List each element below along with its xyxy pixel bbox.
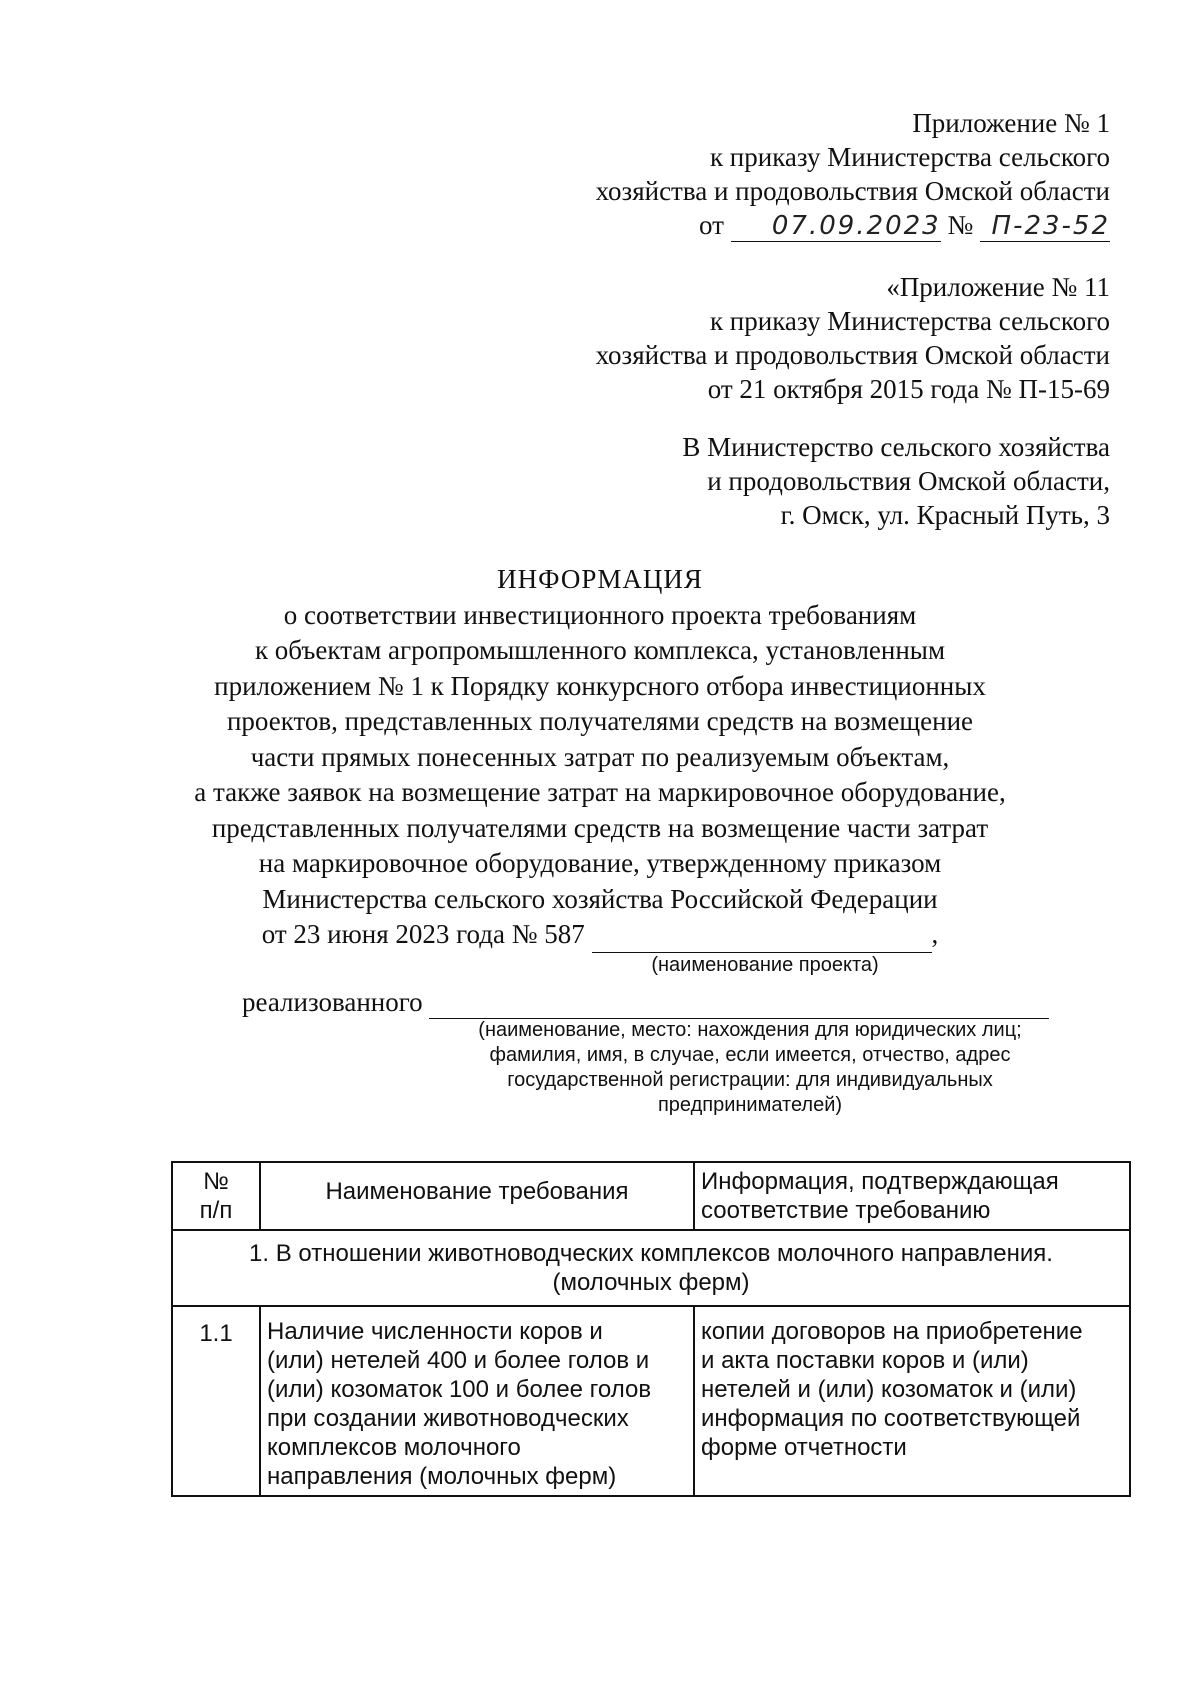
requirements-table [171, 1161, 1131, 1497]
heading-line: к объектам агропромышленного комплекса, установленным [254, 635, 946, 665]
heading-line: части прямых понесенных затрат по реализуемым объектам, [250, 741, 950, 772]
addressee-block [682, 430, 1110, 532]
comma: , [931, 919, 939, 949]
header-requirement-name: Наименование требования [260, 1162, 694, 1230]
appendix-11-title: «Приложение № 11 [886, 272, 1110, 302]
appendix-1-header [596, 106, 1110, 242]
appendix-1-order-line: к приказу Министерства сельского [709, 142, 1110, 172]
caption-line: фамилия, имя, в случае, если имеется, отчество, адрес [489, 1044, 1011, 1066]
heading-line: Министерства сельского хозяйства Российской Федерации [262, 883, 938, 914]
realizer-caption [440, 1018, 1060, 1118]
confirming-info: копии договоров на приобретение и акта поставки коров и (или) нетелей и (или) козоматок и (или) информация по соответствующей форме отчетности [694, 1306, 1130, 1496]
section-1-line-2: (молочных ферм) [552, 1269, 750, 1296]
table-header-row [172, 1162, 1130, 1230]
handwritten-number: П-23-52 [991, 211, 1110, 241]
heading-line: а также заявок на возмещение затрат на маркировочное оборудование, [194, 777, 1006, 807]
appendix-1-ministry-line: хозяйства и продовольствия Омской области [595, 176, 1110, 206]
realized-label: реализованного [242, 987, 423, 1017]
addressee-line-1: В Министерство сельского хозяйства [682, 432, 1110, 462]
document-title: ИНФОРМАЦИЯ [497, 564, 703, 594]
requirement-name: Наличие численности коров и (или) нетелей 400 и более голов и (или) козоматок 100 и более голов при создании животноводческих комплексов молочного направления (молочных ферм) [260, 1306, 694, 1496]
heading-line: на маркировочное оборудование, утвержденному приказом [258, 848, 942, 878]
project-name-caption: (наименование проекта) [651, 953, 879, 976]
handwritten-date: 07.09.2023 [771, 211, 941, 241]
heading-last-line [100, 917, 1100, 953]
section-1-heading [172, 1230, 1130, 1306]
caption-line: предпринимателей) [657, 1094, 843, 1116]
appendix-11-order-line: к приказу Министерства сельского [709, 306, 1110, 336]
header-num: № п/п [172, 1162, 260, 1230]
date-field [731, 210, 941, 242]
appendix-11-header [596, 270, 1110, 406]
heading-line: о соответствии инвестиционного проекта требованиям [283, 599, 917, 630]
appendix-1-date-line [596, 208, 1110, 242]
row-number: 1.1 [172, 1306, 260, 1496]
number-field [980, 210, 1110, 242]
from-label: от [699, 210, 724, 240]
addressee-address: г. Омск, ул. Красный Путь, 3 [780, 500, 1110, 530]
realized-row [242, 985, 1049, 1019]
order-reference: от 23 июня 2023 года № 587 [261, 919, 585, 949]
heading-line: приложением № 1 к Порядку конкурсного отбора инвестиционных [214, 670, 986, 701]
caption-line: (наименование, место: нахождения для юридических лиц; [478, 1019, 1022, 1041]
appendix-11-date-line: от 21 октября 2015 года № П-15-69 [707, 374, 1110, 404]
table-row [172, 1306, 1130, 1496]
caption-line: государственной регистрации: для индивидуальных [507, 1069, 993, 1091]
header-confirming-info: Информация, подтверждающая соответствие требованию [694, 1162, 1130, 1230]
appendix-11-ministry-line: хозяйства и продовольствия Омской области [595, 340, 1110, 370]
document-heading [100, 562, 1100, 978]
section-1-line-1: 1. В отношении животноводческих комплексов молочного направления. [249, 1240, 1053, 1267]
table-section-row [172, 1230, 1130, 1306]
heading-line: представленных получателями средств на возмещение части затрат [211, 812, 989, 843]
number-sign: № [947, 210, 974, 240]
appendix-1-title: Приложение № 1 [912, 108, 1110, 138]
addressee-line-2: и продовольствия Омской области, [707, 466, 1110, 496]
heading-line: проектов, представленных получателями средств на возмещение [226, 706, 974, 736]
